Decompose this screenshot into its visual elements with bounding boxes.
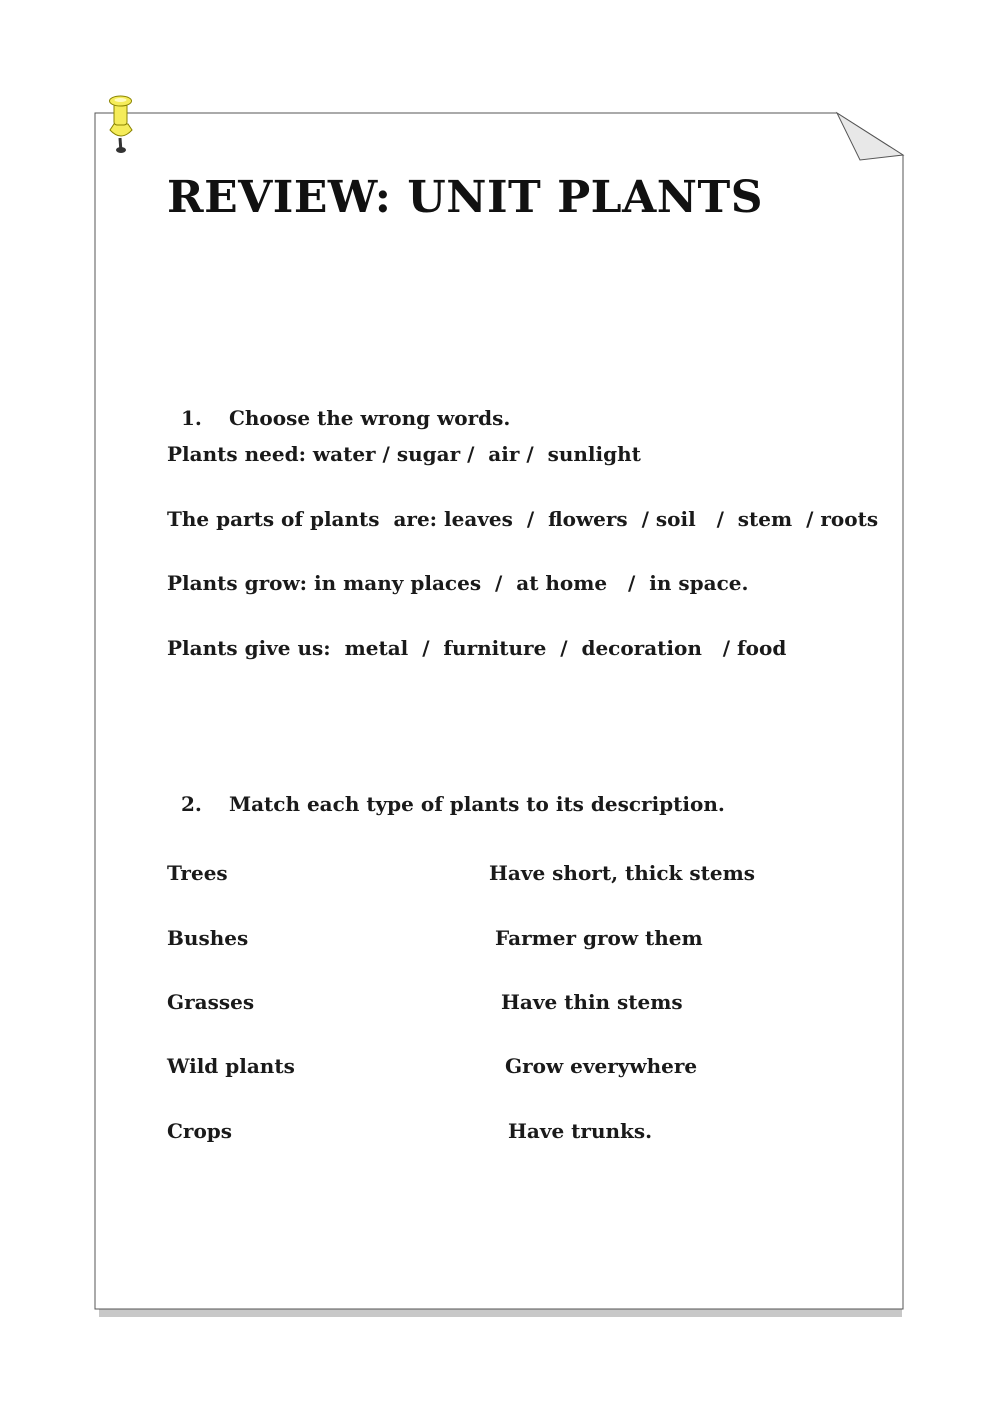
question-number: 1.: [180, 406, 202, 430]
question-1-item: Plants need: water / sugar / air / sunlight: [167, 442, 641, 466]
question-1-item: The parts of plants are: leaves / flowers / soil / stem / roots: [167, 507, 879, 531]
match-plant-type: Grasses: [167, 990, 255, 1014]
question-prompt: Choose the wrong words.: [228, 406, 511, 430]
match-plant-type: Bushes: [167, 926, 249, 950]
match-description: Farmer grow them: [495, 926, 703, 950]
question-number: 2.: [180, 792, 202, 816]
match-description: Have trunks.: [508, 1119, 653, 1143]
question-prompt: Match each type of plants to its description.: [228, 792, 725, 816]
question-1-item: Plants give us: metal / furniture / decoration / food: [167, 636, 787, 660]
paper-shadow: [99, 1309, 902, 1317]
question-1-heading: [167, 376, 510, 432]
question-1-item: Plants grow: in many places / at home / in space.: [167, 571, 749, 595]
match-plant-type: Crops: [167, 1119, 233, 1143]
match-description: Grow everywhere: [505, 1054, 698, 1078]
page-title: REVIEW: UNIT PLANTS: [167, 172, 763, 223]
match-description: Have short, thick stems: [489, 861, 756, 885]
match-description: Have thin stems: [501, 990, 683, 1014]
match-plant-type: Wild plants: [167, 1054, 295, 1078]
match-plant-type: Trees: [167, 861, 228, 885]
question-2-heading: [167, 762, 725, 818]
